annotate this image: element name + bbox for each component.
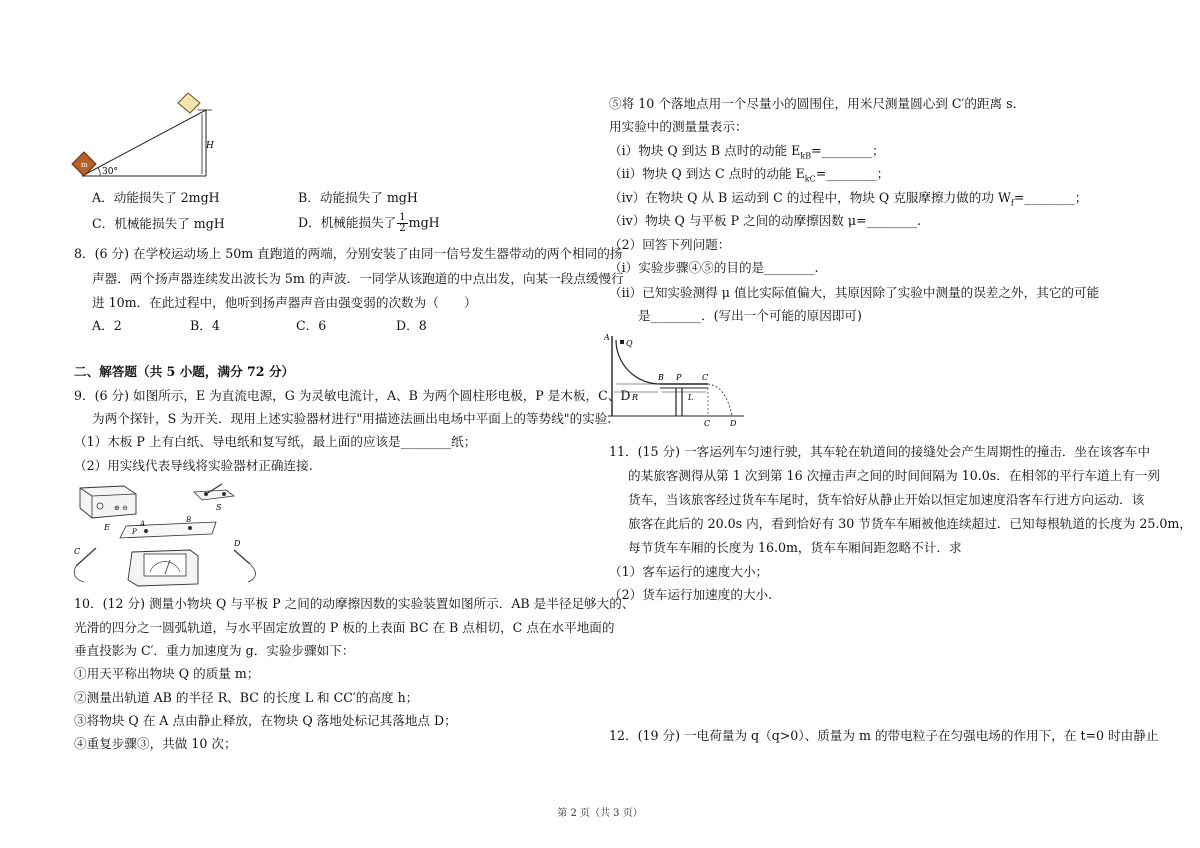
q11-line-4: 旅客在此后的 20.0s 内，看到恰好有 30 节货车车厢被他连续超过．已知每根轨道的长度为 25.0m， <box>628 516 1192 531</box>
q11-line-1: 11．(15 分) 一客运列车匀速行驶，其车轮在轨道间的接缝处会产生周期性的撞击．坐在该客车中 <box>609 444 1151 459</box>
q10-part-iii-sub: f <box>1010 198 1014 208</box>
q8-option-b: B．4 <box>190 318 220 333</box>
label-s: S <box>216 503 222 512</box>
label-c: C <box>74 547 81 556</box>
q10-step-3: ③将物块 Q 在 A 点由静止释放，在物块 Q 落地处标记其落地点 D； <box>74 713 457 728</box>
arc-track-figure <box>604 332 754 430</box>
incline-height-label: H <box>206 141 214 151</box>
q11-line-2: 的某旅客测得从第 1 次到第 16 次撞击声之间的时间间隔为 10.0s．在相邻的平行车道上有一列 <box>628 468 1160 483</box>
q10-part-2-ii-line-2: 是________．(写出一个可能的原因即可) <box>638 308 862 323</box>
q10-step-1: ①用天平称出物块 Q 的质量 m； <box>74 666 260 681</box>
q10-line-3: 垂直投影为 C′．重力加速度为 g．实验步骤如下： <box>74 643 355 658</box>
svg-text:⊕ ⊖: ⊕ ⊖ <box>114 504 128 512</box>
label-d: D <box>730 419 737 428</box>
q10-step-5: ⑤将 10 个落地点用一个尽量小的圆围住，用米尺测量圆心到 C′的距离 s. <box>609 96 1017 111</box>
label-b: B <box>186 516 192 524</box>
q10-part-ii-text: （ⅱ）物块 Q 到达 C 点时的动能 E <box>609 166 805 181</box>
label-a: A <box>140 520 146 528</box>
label-a: A <box>604 333 610 342</box>
q10-part-ii-end: =________； <box>815 166 890 181</box>
q8-line-3: 进 10m．在此过程中，他听到扬声器声音由强变弱的次数为（ ） <box>92 295 477 310</box>
equipotential-apparatus-figure <box>66 478 276 590</box>
q10-part-iii-end: =________； <box>1013 190 1088 205</box>
q7-option-a: A．动能损失了 2mgH <box>92 190 220 205</box>
q8-option-c: C．6 <box>296 318 327 333</box>
q11-line-3: 货车，当该旅客经过货车车尾时，货车恰好从静止开始以恒定加速度沿客车行进方向运动．该 <box>628 492 1145 507</box>
q10-part-i-end: =________； <box>811 143 885 158</box>
q10-part-i-sub: kB <box>800 151 812 161</box>
q11-part-2: （2）货车运行加速度的大小. <box>609 587 773 602</box>
q10-part-2-heading: （2）回答下列问题： <box>609 237 731 252</box>
incline-figure <box>66 90 226 180</box>
label-c: C <box>702 373 709 382</box>
q8-option-d: D．8 <box>396 318 427 333</box>
q12-line-1: 12．(19 分) 一电荷量为 q（q>0）、质量为 m 的带电粒子在匀强电场的作用下，在 t=0 时由静止 <box>609 728 1159 743</box>
q10-step-4: ④重复步骤③，共做 10 次； <box>74 736 237 751</box>
page-footer: 第 2 页（共 3 页） <box>557 808 643 819</box>
q8-option-a: A．2 <box>92 318 122 333</box>
q10-part-iv: （ⅳ）物块 Q 与平板 P 之间的动摩擦因数 μ=________. <box>609 213 921 228</box>
q7-option-c: C．机械能损失了 mgH <box>92 216 225 231</box>
q10-part-2-ii-line-1: （ⅱ）已知实验测得 μ 值比实际值偏大，其原因除了实验中测量的误差之外，其它的可能 <box>609 285 1100 300</box>
q9-line-3: （1）木板 P 上有白纸、导电纸和复写纸，最上面的应该是________纸； <box>74 434 477 449</box>
q10-part-i <box>609 143 885 165</box>
q10-part-2-i: （ⅰ）实验步骤④⑤的目的是________. <box>609 260 819 275</box>
fraction-numerator: 1 <box>399 212 406 223</box>
q10-part-iii <box>609 190 1087 212</box>
label-l: L <box>688 393 694 402</box>
q7-option-b: B．动能损失了 mgH <box>298 190 418 205</box>
q7-option-d-suffix: mgH <box>408 215 440 230</box>
fraction-denominator: 2 <box>399 223 406 234</box>
q11-part-1: （1）客车运行的速度大小； <box>609 564 769 579</box>
label-q: Q <box>626 339 633 348</box>
q10-step-2: ②测量出轨道 AB 的半径 R、BC 的长度 L 和 CC′的高度 h； <box>74 690 419 705</box>
q8-line-2: 声器．两个扬声器连续发出波长为 5m 的声波．一同学从该跑道的中点出发，向某一段点缓慢行 <box>92 271 624 286</box>
q10-part-ii-sub: kC <box>804 174 816 184</box>
block-mass-label: m <box>81 161 88 169</box>
q8-line-1: 8．(6 分) 在学校运动场上 50m 直跑道的两端，分别安装了由同一信号发生器带动的两个相同的扬 <box>74 246 623 261</box>
label-d: D <box>234 539 241 548</box>
q9-line-2: 为两个探针，S 为开关．现用上述实验器材进行"用描迹法画出电场中平面上的等势线"的实验. <box>92 411 612 426</box>
q10-part-i-text: （ⅰ）物块 Q 到达 B 点时的动能 E <box>609 143 801 158</box>
q10-line-1: 10．(12 分) 测量小物块 Q 与平板 P 之间的动摩擦因数的实验装置如图所示．AB 是半径足够大的、 <box>74 596 635 611</box>
q7-option-d-prefix: D．机械能损失了 <box>298 215 397 230</box>
q11-line-5: 每节货车车厢的长度为 16.0m，货车车厢间距忽略不计．求 <box>628 540 962 555</box>
label-b: B <box>658 373 664 382</box>
incline-angle-label: 30° <box>102 167 118 177</box>
section-2-heading: 二、解答题（共 5 小题，满分 72 分） <box>74 364 295 379</box>
q10-express-heading: 用实验中的测量量表示： <box>609 119 748 134</box>
q10-part-ii <box>609 166 889 188</box>
label-r: R <box>632 393 639 402</box>
q7-option-d <box>298 212 440 234</box>
label-p: P <box>676 373 682 382</box>
q9-line-4: （2）用实线代表导线将实验器材正确连接. <box>74 458 313 473</box>
fraction-half <box>397 213 407 234</box>
q9-line-1: 9．(6 分) 如图所示，E 为直流电源，G 为灵敏电流计，A、B 为两个圆柱形电极，P 是木板，C、D <box>74 388 631 403</box>
label-p: P <box>132 528 137 536</box>
label-c-prime: C <box>704 419 711 428</box>
label-e: E <box>104 523 110 532</box>
q10-line-2: 光滑的四分之一圆弧轨道，与水平固定放置的 P 板的上表面 BC 在 B 点相切，C 点在水平地面的 <box>74 620 615 635</box>
q10-part-iii-text: （ⅳ）在物块 Q 从 B 运动到 C 的过程中，物块 Q 克服摩擦力做的功 W <box>609 190 1011 205</box>
